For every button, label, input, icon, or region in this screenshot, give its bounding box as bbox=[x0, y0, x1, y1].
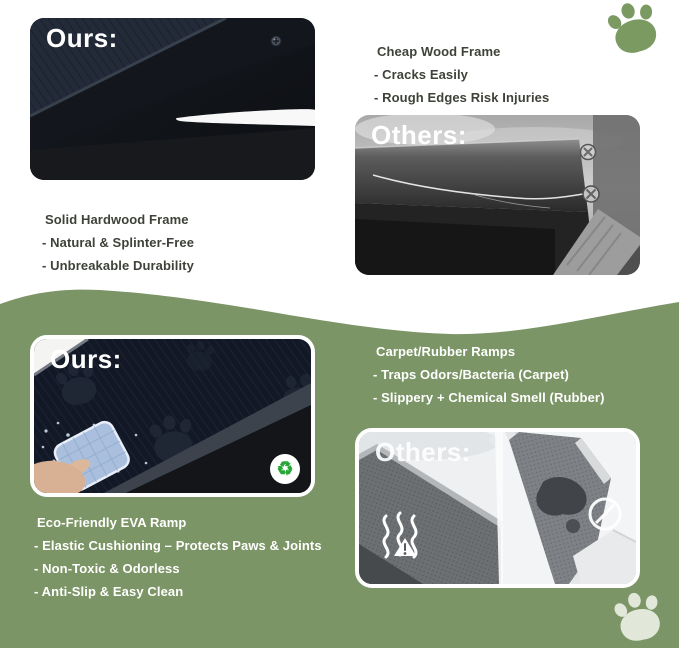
pros-heading: Solid Hardwood Frame bbox=[45, 212, 189, 227]
screw-icon bbox=[581, 145, 596, 160]
others-label: Others: bbox=[371, 120, 467, 150]
ours-hardwood-photo bbox=[30, 18, 315, 180]
others-cracked-wood-photo bbox=[355, 115, 640, 275]
pros-bullet: - Elastic Cushioning – Protects Paws & Joints bbox=[34, 538, 322, 553]
cons-bullet: - Slippery + Chemical Smell (Rubber) bbox=[373, 390, 605, 405]
cons-heading: Cheap Wood Frame bbox=[377, 44, 501, 59]
pros-bullet: - Non-Toxic & Odorless bbox=[34, 561, 180, 576]
cons-heading: Carpet/Rubber Ramps bbox=[376, 344, 516, 359]
cons-bullet: - Cracks Easily bbox=[374, 67, 469, 82]
others-carpet-ramp-photo bbox=[355, 428, 640, 588]
competitor-wood-text bbox=[374, 44, 549, 113]
screw-icon bbox=[583, 186, 599, 202]
cons-bullet: - Rough Edges Risk Injuries bbox=[374, 90, 550, 105]
ours-label: Ours: bbox=[50, 344, 122, 374]
competitor-ramp-text bbox=[373, 344, 605, 413]
pros-bullet: - Anti-Slip & Easy Clean bbox=[34, 584, 184, 599]
ours-wood-text bbox=[42, 212, 194, 281]
ours-eva-text bbox=[34, 515, 322, 607]
ours-eva-ramp-photo bbox=[30, 335, 315, 497]
pros-heading: Eco-Friendly EVA Ramp bbox=[37, 515, 187, 530]
recycle-icon: ♻ bbox=[276, 458, 294, 480]
recycle-badge bbox=[270, 454, 300, 484]
cons-bullet: - Traps Odors/Bacteria (Carpet) bbox=[373, 367, 569, 382]
pros-bullet: - Natural & Splinter-Free bbox=[42, 235, 195, 250]
others-label: Others: bbox=[375, 437, 471, 467]
pros-bullet: - Unbreakable Durability bbox=[42, 258, 194, 273]
ours-label: Ours: bbox=[46, 23, 118, 53]
screw-icon bbox=[271, 36, 281, 46]
